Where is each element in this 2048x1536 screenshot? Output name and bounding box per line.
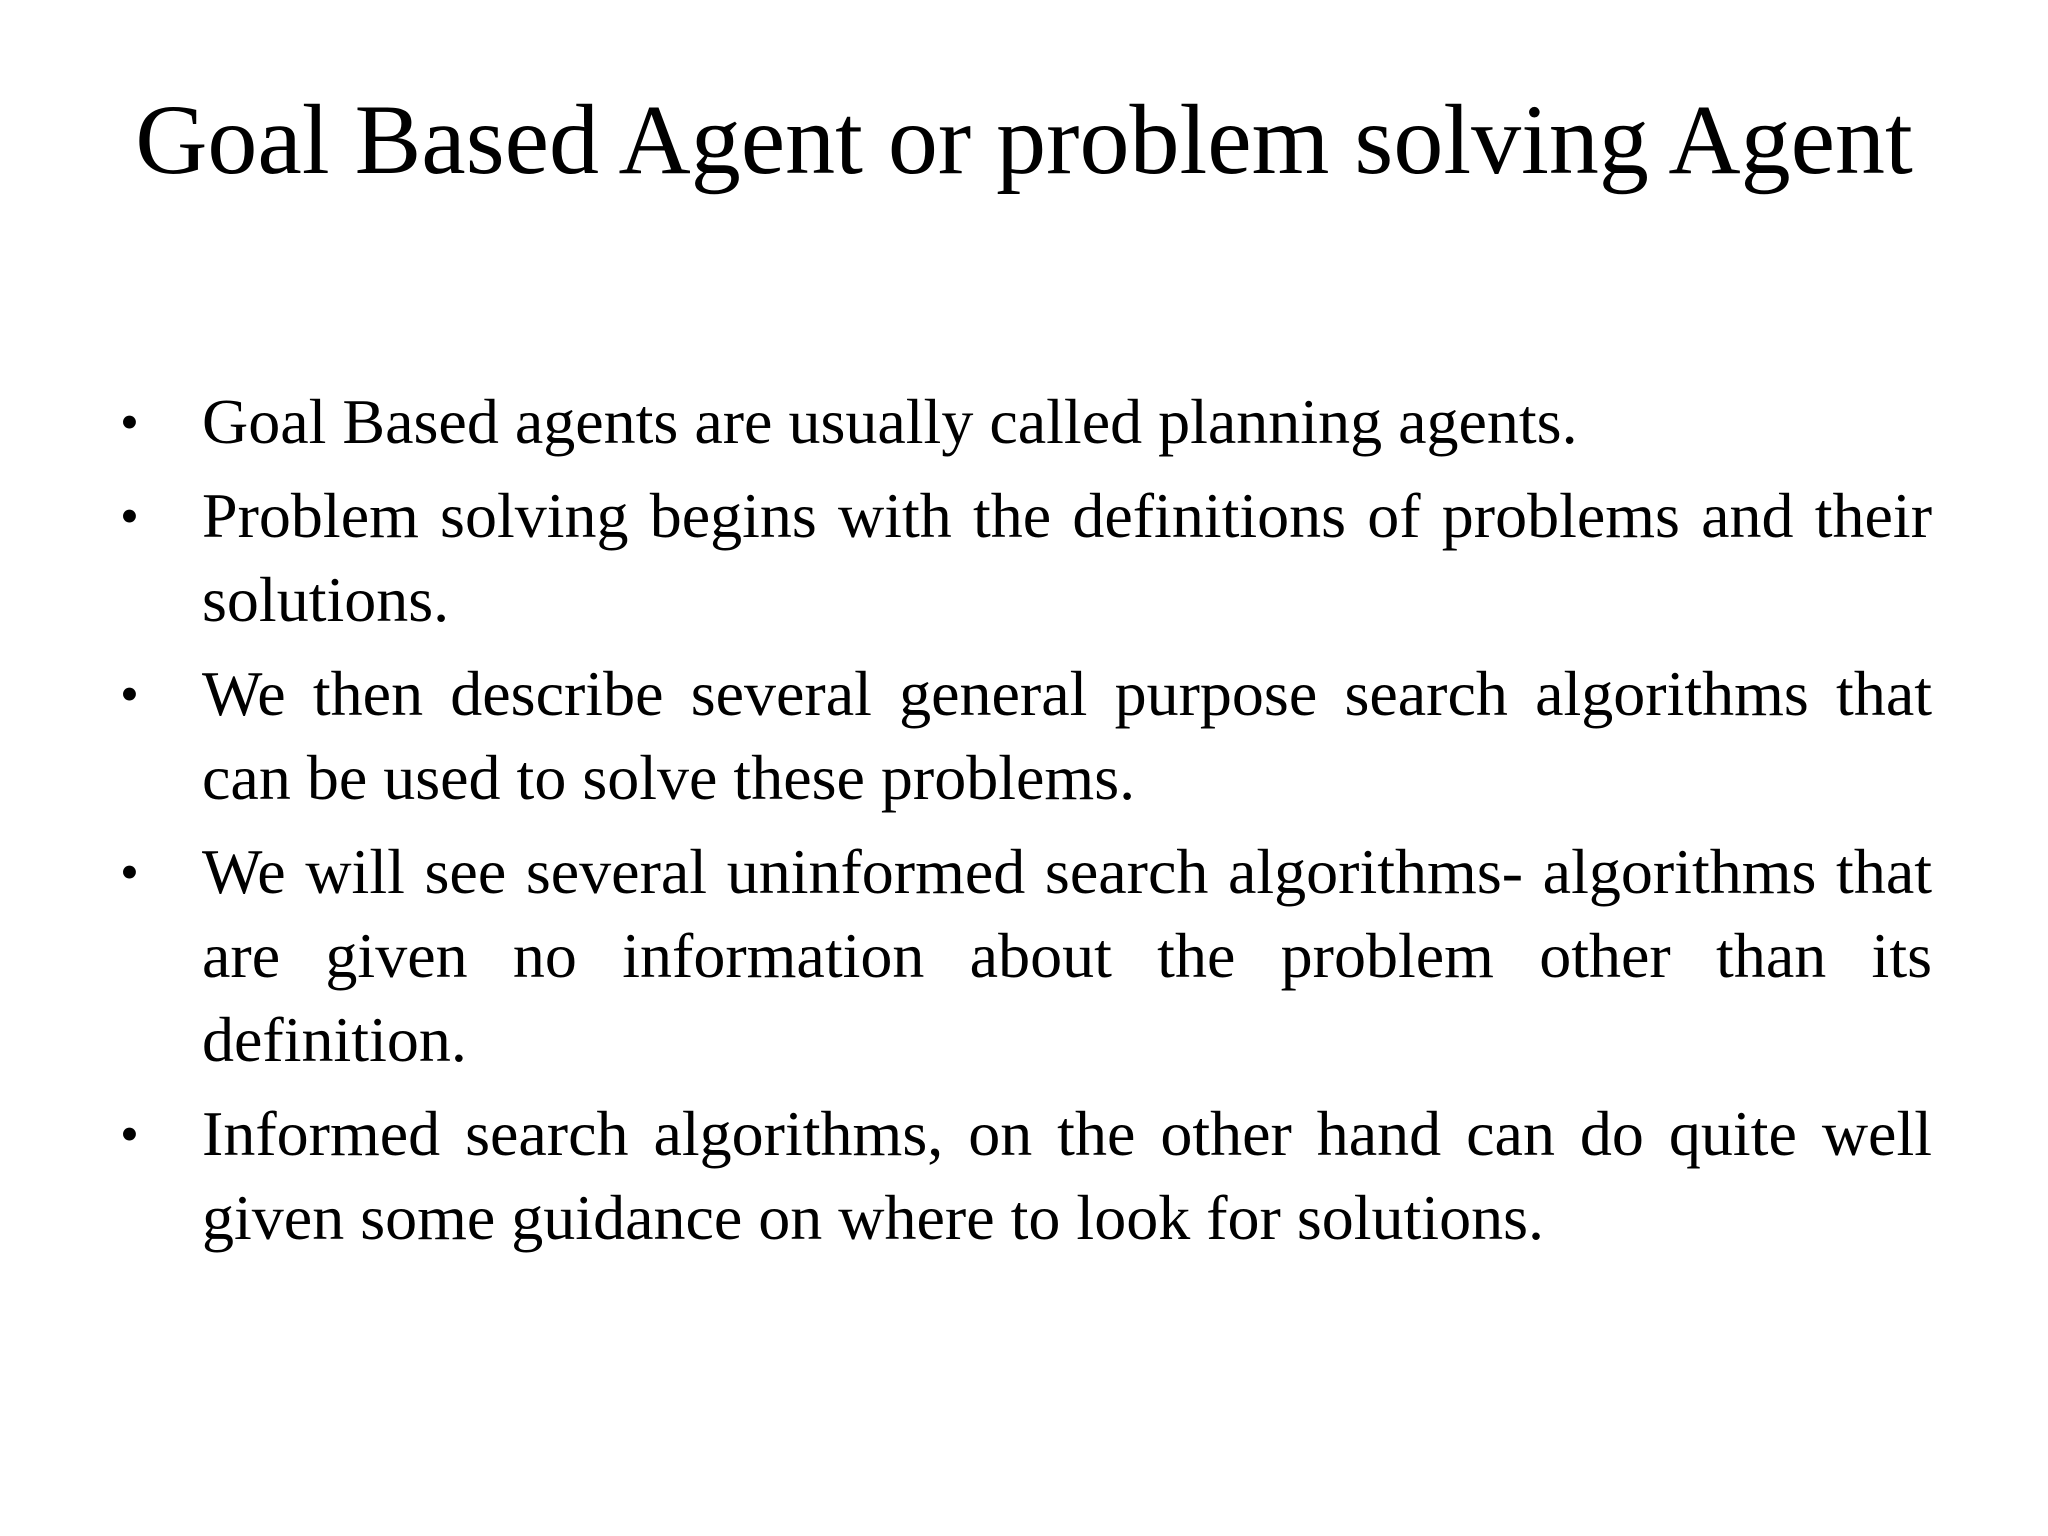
- bullet-text: We then describe several general purpose search algorithms that can be used to solve these problems.: [202, 658, 1932, 813]
- bullet-item: [120, 1092, 1932, 1260]
- bullet-icon: •: [120, 664, 139, 724]
- bullet-item: [120, 474, 1932, 642]
- bullet-item: [120, 380, 1932, 464]
- bullet-icon: •: [120, 1104, 139, 1164]
- bullet-text: We will see several uninformed search algorithms- algorithms that are given no information about the problem other than its definition.: [202, 836, 1932, 1075]
- bullet-list: [120, 380, 1932, 1270]
- bullet-item: [120, 830, 1932, 1082]
- bullet-text: Problem solving begins with the definitions of problems and their solutions.: [202, 480, 1932, 635]
- bullet-item: [120, 652, 1932, 820]
- slide-title: Goal Based Agent or problem solving Agent: [135, 84, 1913, 195]
- bullet-icon: •: [120, 486, 139, 546]
- bullet-icon: •: [120, 392, 139, 452]
- bullet-text: Goal Based agents are usually called planning agents.: [202, 386, 1578, 457]
- bullet-text: Informed search algorithms, on the other hand can do quite well given some guidance on where to look for solutions.: [202, 1098, 1932, 1253]
- bullet-icon: •: [120, 842, 139, 902]
